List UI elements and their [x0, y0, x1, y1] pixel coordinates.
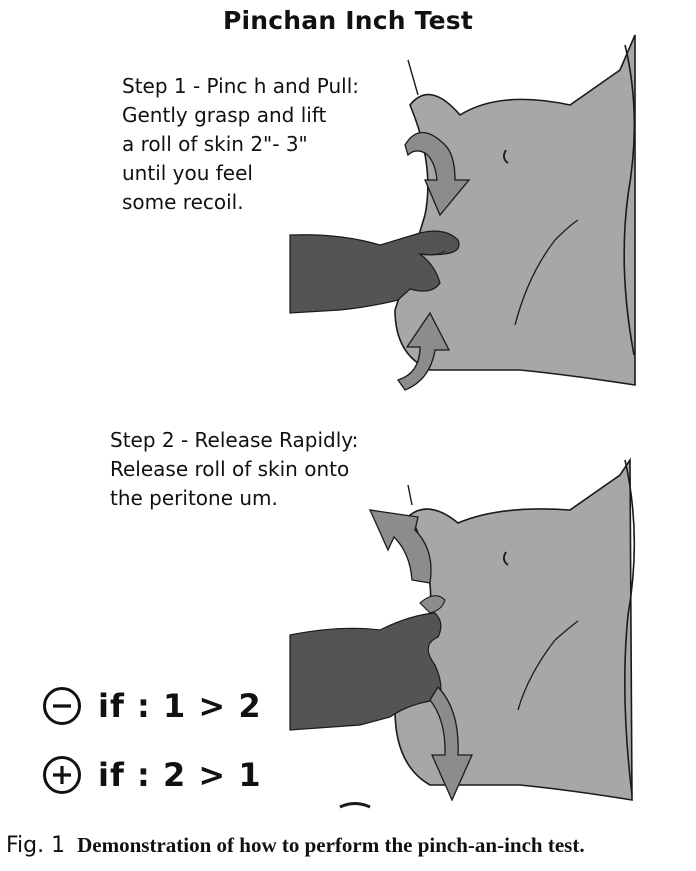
partial-shape	[340, 804, 370, 808]
pinch-and-pull-illustration	[270, 55, 696, 410]
minus-circle-icon	[42, 686, 82, 726]
step-1-heading: Step 1 - Pinc h and Pull:	[122, 74, 360, 98]
step-1-line: Gently grasp and lift	[122, 103, 327, 127]
legend-positive-text: if : 2 > 1	[98, 756, 262, 794]
figure-title: Pinchan Inch Test	[222, 6, 474, 35]
release-rapidly-illustration	[270, 455, 696, 820]
step-1-line: a roll of skin 2"- 3"	[122, 132, 308, 156]
step-1-line: until you feel	[122, 161, 253, 185]
step-1-line: some recoil.	[122, 190, 244, 214]
caption-text: Demonstration of how to perform the pinch-an-inch test.	[77, 833, 585, 857]
step-2-line: the peritone um.	[110, 486, 278, 510]
legend-positive	[42, 755, 262, 795]
step-2-line: Release roll of skin onto	[110, 457, 350, 481]
plus-circle-icon	[42, 755, 82, 795]
legend-negative	[42, 686, 262, 726]
caption-label: Fig. 1	[6, 833, 66, 858]
figure-caption	[6, 833, 585, 858]
legend-negative-text: if : 1 > 2	[98, 687, 262, 725]
step-2-heading: Step 2 - Release Rapidly:	[110, 428, 359, 452]
